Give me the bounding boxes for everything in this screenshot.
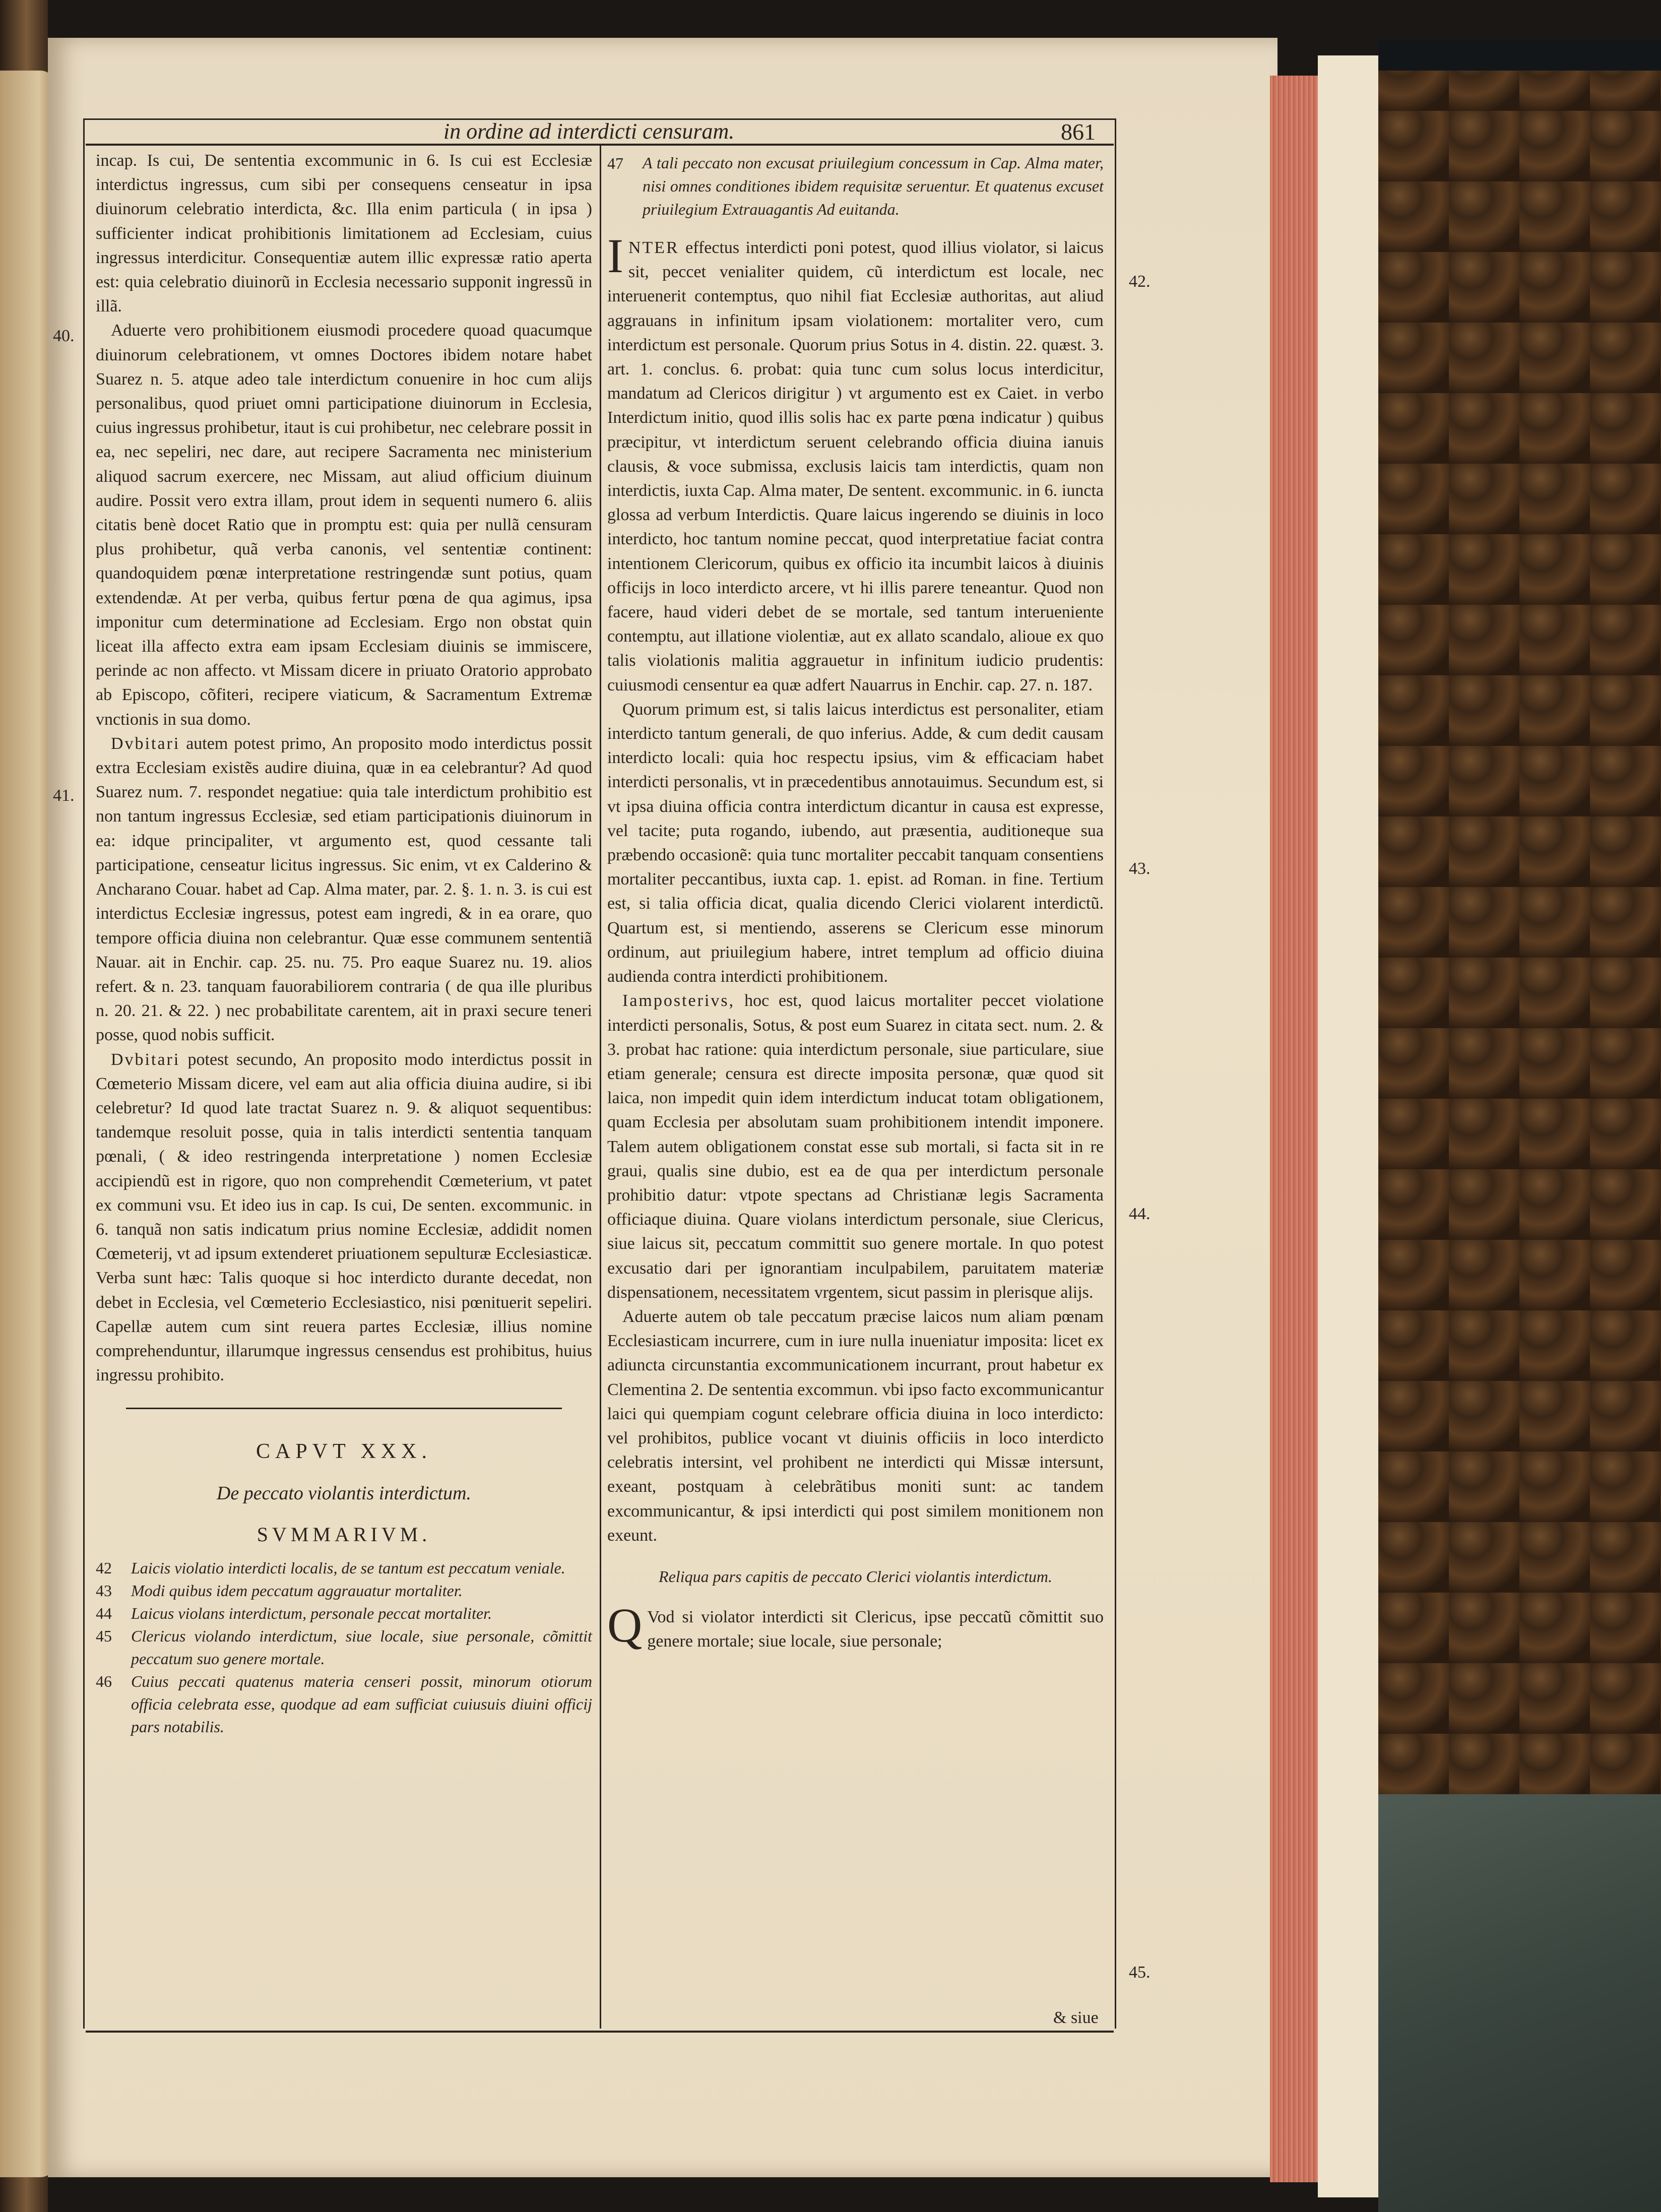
right-column [607,151,1104,1654]
summary-note-47 [607,151,1104,221]
margin-number: 41. [53,786,75,805]
paragraph: incap. Is cui, De sententia excommunic in 6. Is cui est Ecclesiæ interdictus ingressus, cum sibi per consequens censeatur in ipsa diuinorum celebratio interdicta, &c. Illa enim particula ( in ipsa ) sufficienter indicat prohibitionis limitationem ad Ecclesiam, cuius ingressus interdicitur. Consequentiæ autem illic expressæ ratio aperta est: quia celebratio diuinorũ in Ecclesia necessario supponit ingressũ in illã. [96,151,592,316]
chapter-title: CAPVT XXX. [256,1440,432,1464]
paragraph: Quorum primum est, si talis laicus interdictus est personaliter, etiam interdicto tantum generali, de quo inferius. Adde, & cum dedit causam interdicto locali: quia hoc respectu ipsius, vim & efficaciam habet interdicti personalis, vt in præcedentibus annotauimus. Secundum est, si vt ipsa diuina officia contra interdictum dicantur in causa est expresse, vel tacite; puta rogando, iubendo, aut præsentia, auditioneque sua præbendo occasionẽ: quia tunc mortaliter peccabit tanquam consentiens mortaliter peccantibus, iuxta cap. 1. epist. ad Roman. in fine. Tertium est, si talia officia dicat, qualia dicendo Clerici violarent interdictũ. Quartum est, si mentiendo, asserens se Clericum esse minorum ordinum, aut priuilegium habere, intret templum ad officio diuina audienda contra interdicti prohibitionem. [607,700,1104,986]
summary-number: 45 [96,1626,112,1645]
paragraph: Aduerte vero prohibitionem eiusmodi procedere quoad quacumque diuinorum celebrationem, vt omnes Doctores ibidem notare habet Suarez n. 5. atque adeo tale interdictum conuenire in hoc cum alijs personalibus, quod priuet omni participatione diuinorum in Ecclesia, cuius ingressus prohibetur, itaut is cui prohibetur, nec celebrare possit in ea, nec sepeliri, nec dare, aut recipere Sacramenta nec ministerium aliquod sacrum exercere, nec Missam, aut aliud officium diuinum audire. Possit vero extra illam, prout idem in sequenti numero 6. aliis citatis benè docet Ratio que in promptu est: quia per nullã censuram plus prohibetur, quã verba canonis, vel sententiæ continent: quandoquidem pœnæ interpretatione restringendæ sunt potius, quam extendendæ. At per verba, quibus fertur pœna de qua agimus, ipsa imponitur cum determinatione ad Ecclesiam. Ergo non obstat quin liceat illa affecto extra eam ipsam Ecclesiam diuinis se immiscere, perinde ac non affecto. vt Missam dicere in priuato Oratorio approbato ab Episcopo, cõfiteri, recipere viaticum, & Sacramentum Extremæ vnctionis in sua domo. [96,321,592,729]
lead-word: Dvbitari [111,1050,180,1069]
summary-item [96,1579,592,1602]
summary-number: 43 [96,1581,112,1600]
chapter-subtitle: De peccato violantis interdictum. [216,1482,472,1504]
paragraph [607,989,1104,1305]
summary-number: 42 [96,1558,112,1577]
summary-text: Cuius peccati quatenus materia censeri possit, minorum otiorum officia celebrata esse, quodque ad eam sufficiat cuiusuis diuini officij pars notabilis. [131,1672,592,1736]
paragraph [96,732,592,1048]
paragraph-text: hoc est, quod laicus mortaliter peccet violatione interdicti personalis, Sotus, & post eum Suarez in citata sect. num. 2. & 3. probat hac ratione: quia interdictum personale, siue particulare, siue etiam generale; censura est directe imposita personæ, quæ quod sit laica, non impedit quin idem interdictum inducat totam obligationem, quam Ecclesia per absolutam suam prohibitionem intendit imponere. Talem autem obligationem constat esse sub mortali, si facta sit in re graui, qualis sine dubio, est ea de qua per interdictum personale prohibitio datur: vtpote spectans ad Christianæ legis Sacramenta officiaque diuina. Quare violans interdictum personale, siue Clericus, siue laicus sit, peccatum committit suo genere mortale. In quo potest excusatio dari per ignorantiam inculpabilem, paruitatem materiæ dispensationem, necessitatem vrgentem, sicut passim in plerisque alijs. [607,991,1104,1302]
margin-number: 42. [1129,272,1151,291]
paragraph [96,1048,592,1388]
section-heading: Reliqua pars capitis de peccato Clerici violantis interdictum. [659,1567,1052,1586]
page-number: 861 [1061,119,1096,145]
drop-cap: Q [607,1598,643,1652]
paragraph: Aduerte autem ob tale peccatum præcise laicos num aliam pœnam Ecclesiasticam incurrere, cum in iure nulla inueniatur imposita: licet ex adiuncta circunstantia excommunicationem incurrant, prout habetur ex Clementina 2. De sententia excommun. vbi ipso facto excommunicantur laici qui quempiam cogunt celebrare officia diuina in loco interdicto: vel prohibitos, publice vocant vt diuinis officiis in loco interdicto celebratis intersint, vel prohibent ne interdicti qui Missæ intersunt, exeant, postquam à celebrãtibus moniti sunt: ac tandem excommunicantur, & ipsi interdicti qui post similem monitionem non exeunt. [607,1307,1104,1545]
summary-item [96,1557,592,1579]
cover-corner [1378,1794,1661,2212]
paragraph-text: Vod si violator interdicti sit Clericus, ipse peccatũ cõmittit suo genere mortale; siue locale, siue personale; [647,1607,1104,1651]
summary-item [96,1670,592,1738]
lead-word: NTER [628,238,679,257]
left-column [96,149,592,1738]
column-rule [600,144,601,2029]
summary-text: Clericus violando interdictum, siue locale, siue personale, cõmittit peccatum suo genere mortale. [131,1626,592,1668]
summary-item [96,1625,592,1670]
paragraph [607,229,1104,698]
lead-word: Dvbitari [111,734,180,753]
section-rule [126,1408,562,1409]
paragraph-text: autem potest primo, An proposito modo interdictus possit extra Ecclesiam existẽs audire diuina, quæ in ea celebrantur? Ad quod Suarez num. 7. respondet negatiue: quia tale interdictum prohibitio est non tantum ingressus Ecclesiæ, sed etiam participationis diuinorum in ea: idque principaliter, vt argumento est, quod cessante tali participatione, censeatur licitus ingressus. Sic enim, vt ex Calderino & Ancharano Couar. habet ad Cap. Alma mater, par. 2. §. 1. n. 3. is cui est interdictus Ecclesiæ ingressus, potest eam ingredi, & in ea orare, quo tempore officia diuina non celebrantur. Quæ esse communem sententiã Nauar. ait in Enchir. cap. 25. nu. 75. Pro eaque Suarez nu. 19. alios refert. & n. 23. tanquam fauorabiliorem contraria ( de qua ille pluribus n. 20. 21. & 22. ) nec probabilitate carentem, ait in praxi secure teneri posse, quod nobis sufficit. [96,734,592,1045]
note-number: 47 [607,154,623,172]
summary-list [96,1557,592,1738]
lead-word: Iamposterivs, [622,991,735,1010]
running-head: in ordine ad interdicti censuram. [443,119,735,144]
red-page-edges [1270,76,1318,2182]
summary-item [96,1602,592,1625]
previous-page-edge [0,71,55,2177]
cover-top-band [1378,40,1661,71]
margin-number: 43. [1129,859,1151,878]
catchword: & siue [1053,2008,1099,2027]
summary-number: 46 [96,1672,112,1690]
summary-text: Laicus violans interdictum, personale peccat mortaliter. [131,1604,492,1622]
paragraph-text: potest secundo, An proposito modo interdictus possit in Cœmeterio Missam dicere, vel eam aut alia officia diuina audire, si ibi celebretur? Id quod late tractat Suarez n. 9. & aliquot sequentibus: tandemque resoluit posse, quia in talis interdicti sententia tanquam pœnali, ( & ideo restringenda interpretatione ) nomen Ecclesiæ accipiendũ est in rigore, quo non comprehendit Cœmeterium, vt patet ex communi vsu. Et ideo ius in cap. Is cui, De senten. excommunic. in 6. tanquã non satis indicatum prius nomine Ecclesiæ, addidit nomen Cœmeterij, vt ad ipsum extenderet priuationem sepulturæ Ecclesiasticæ. Verba sunt hæc: Talis quoque si hoc interdicto durante decedat, non debet in Ecclesia, vel Cœmeterio Ecclesiastico, nisi pœnituerit sepeliri. Capellæ autem cum sint reuera partes Ecclesiæ, illius nomine comprehenduntur, illarumque ingressus censendus est prohibitus, huius ingressu prohibito. [96,1050,593,1385]
summary-text: Modi quibus idem peccatum aggrauatur mortaliter. [131,1581,463,1600]
note-text: A tali peccato non excusat priuilegium concessum in Cap. Alma mater, nisi omnes conditiones ibidem requisitæ seruentur. Et quatenus excuset priuilegium Extrauagantis Ad euitanda. [643,154,1104,218]
frame-rule-right [1115,118,1116,2029]
margin-number: 44. [1129,1205,1151,1223]
margin-number: 40. [53,327,75,345]
margin-number: 45. [1129,1963,1151,1982]
drop-cap: I [607,229,623,283]
summary-heading: SVMMARIVM. [257,1523,431,1546]
paragraph [607,1598,1104,1654]
flyleaf [1318,55,1378,2197]
frame-rule-left [83,118,85,2029]
paragraph-text: effectus interdicti poni potest, quod illius violator, si laicus sit, peccet venialiter quidem, cũ interdictum est locale, nec interuenerit contemptus, quo nihil fiat Ecclesiæ authoritas, aut aliud aggrauans in infinitum ipsam violationem: mortaliter vero, cum interdictum est personale. Quorum prius Sotus in 4. distin. 22. quæst. 3. art. 1. conclus. 6. probat: quia tunc cum solus locus interdicitur, mandatum ad Clericos dirigitur ) vt argumento est ex Caiet. in verbo Interdictum initio, quod illis solis hac ex parte pœna indicatur ) quibus præcipitur, vt interdictum seruent celebrando officia diuina ianuis clausis, & voce submissa, exclusis laicis tam interdictis, quam non interdictis, iuxta Cap. Alma mater, De sentent. excommunic. in 6. iuncta glossa ad verbum Interdictis. Quare laicus ingerendo se diuinis in loco interdicto, hoc tantum nomine peccat, quod interpretatiue faciat contra intentionem Clericorum, quibus ex officio ita incumbit laicos à diuinis officijs in loco interdicto arcere, vt hi illis parere teneantur. Quod non facere, haud videri debet de se mortale, sed tantum interueniente contemptu, aut illatione violentiæ, aut ex allato scandalo, alioue ex quo talis violationis malitia aggrauetur in infinitum iudicio prudentis: cuiusmodi censentur ea quæ adfert Nauarrus in Enchir. cap. 27. n. 187. [607,238,1104,694]
summary-number: 44 [96,1604,112,1622]
summary-text: Laicis violatio interdicti localis, de se tantum est peccatum veniale. [131,1558,565,1577]
